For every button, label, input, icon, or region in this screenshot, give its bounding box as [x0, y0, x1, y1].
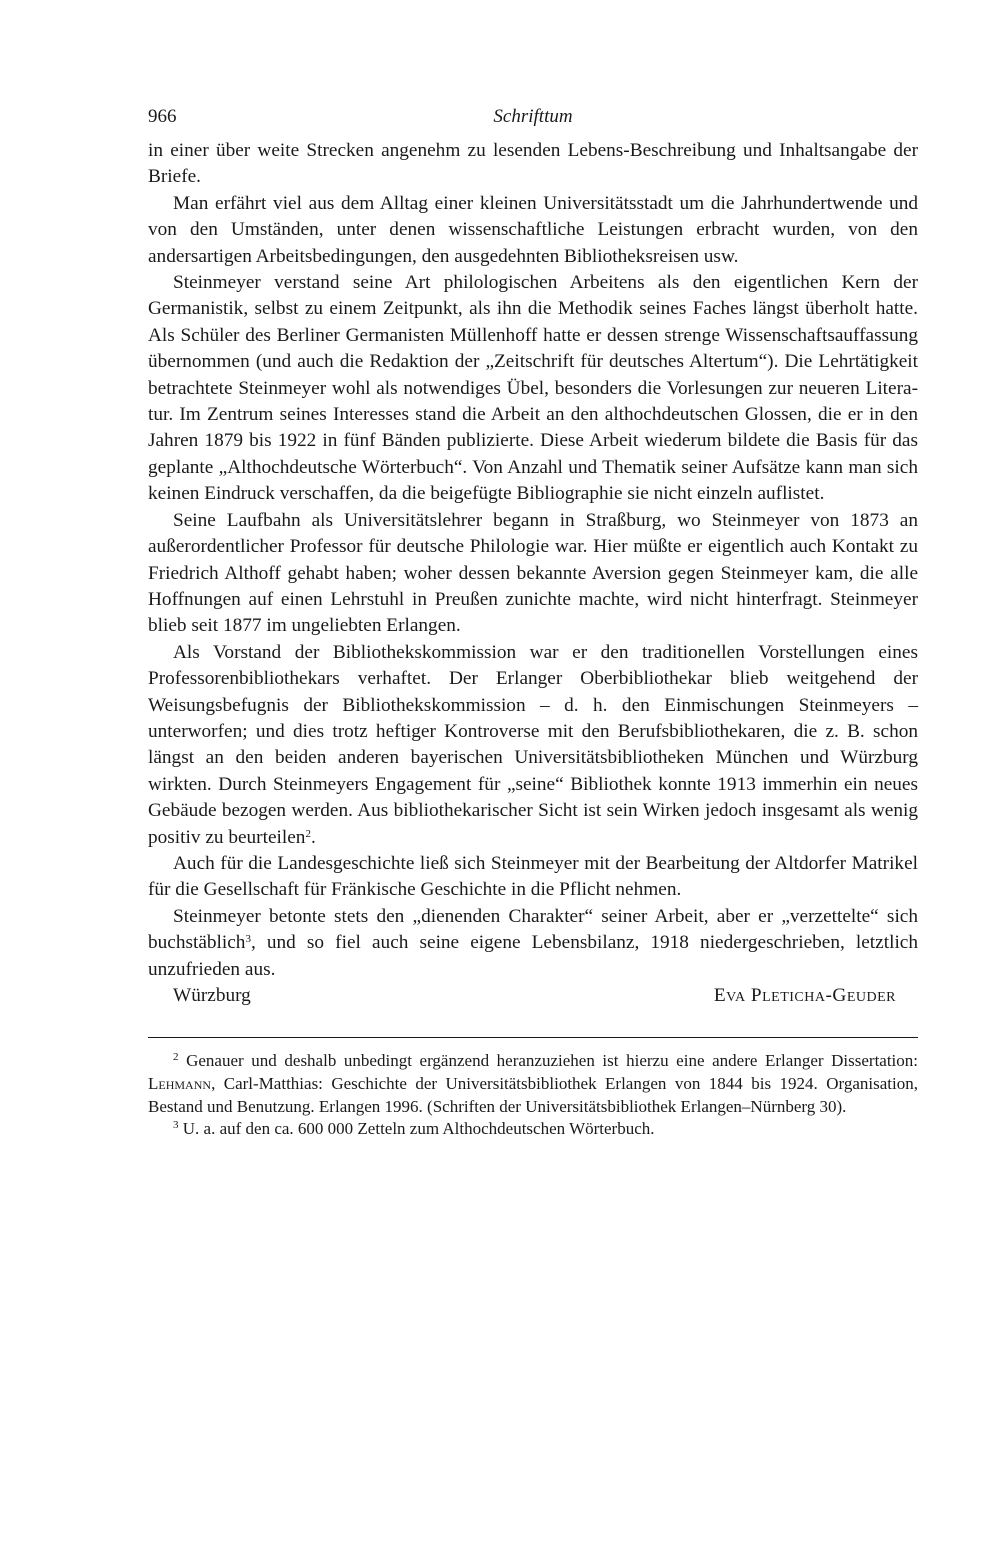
- footnote-text: U. a. auf den ca. 600 000 Zetteln zum Althochdeutschen Wörterbuch.: [182, 1119, 655, 1139]
- footnote-text: Genauer und deshalb unbedingt ergänzend heranzuziehen ist hierzu eine andere Erlanger Dissertation:: [186, 1051, 919, 1071]
- paragraph-text: ,: [250, 932, 267, 954]
- paragraph: Auch für die Landesgeschichte ließ sich Steinmeyer mit der Bearbeitung der Altdorfer Matrikel für die Gesellschaft für Fränkische Geschichte in die Pflicht nehmen.: [148, 852, 918, 901]
- signature-place: Würzburg: [173, 985, 251, 1006]
- footnote-divider: [148, 1037, 918, 1038]
- footnote-text: , Carl-Matthias: Geschichte der Universitätsbibliothek Erlangen von 1844 bis 1924. Organisation, Bestand und Benutzung. Erlangen 1996. (Schriften der Universitätsbibliothek Erlangen–Nürnberg 30).: [148, 1074, 918, 1116]
- page-number: 966: [148, 106, 177, 127]
- signature-author: Eva Pleticha-Geuder: [713, 985, 896, 1006]
- paragraph-text: Als Vorstand der Bibliothekskommission war er den traditionellen Vorstellungen eines Professorenbibliothekars verhaftet. Der Erlanger Oberbibliothekar blieb weitgehend der Weisungsbefugnis der Bibliothekskommission – d. h. den Einmischungen Steinmeyers – unterworfen; und dies trotz heftiger Kontroverse mit den Berufsbibliothekaren, die z. B. schon längst an den beiden anderen bayerischen Universitätsbibliotheken München und Würzburg wirkten. Durch Steinmeyers Engagement für „seine“ Bibliothek konnte 1913 immerhin ein neues Gebäude bezogen werden. Aus bibliothekarischer Sicht ist sein Wirken jedoch insgesamt als wenig positiv zu beurteilen: [148, 641, 918, 848]
- paragraph: [148, 904, 918, 983]
- paragraph-text: und so fiel auch seine eigene Lebensbilanz, 1918 niedergeschrieben, letztlich unzufrieden aus.: [148, 932, 918, 980]
- footnote-marker: 2: [173, 1051, 179, 1064]
- body-text: [148, 138, 918, 983]
- paragraph: Seine Laufbahn als Universitätslehrer begann in Straßburg, wo Steinmeyer von 1873 an außerordentlicher Professor für deutsche Philologie war. Hier müßte er eigentlich auch Kontakt zu Friedrich Althoff gehabt haben; woher dessen bekannte Aversion gegen Steinmeyer kam, die alle Hoffnungen auf einen Lehrstuhl in Preußen zunichte machte, wird nicht hinterfragt. Steinmeyer blieb seit 1877 im ungeliebten Erlangen.: [148, 509, 918, 637]
- footnote: [148, 1118, 918, 1141]
- footnote-reference[interactable]: 3: [245, 933, 251, 946]
- paragraph-text: Steinmeyer betonte stets den „dienenden Charakter“ seiner Arbeit, aber er „verzettelte“ sich buchstäblich: [148, 905, 918, 954]
- running-head: [148, 98, 918, 138]
- footnote-marker: 3: [173, 1119, 179, 1132]
- paragraph-text: .: [310, 826, 316, 848]
- footnote-author: Lehmann: [148, 1074, 212, 1093]
- paragraph: Man erfährt viel aus dem Alltag einer kleinen Universitätsstadt um die Jahrhundertwende und von den Umständen, unter denen wissenschaftliche Leistungen erbracht wurden, von den andersartigen Arbeitsbedingungen, den ausgedehnten Bibliotheksreisen usw.: [148, 192, 918, 267]
- paragraph: Steinmeyer verstand seine Art philologischen Arbeitens als den eigentlichen Kern der Germanistik, selbst zu einem Zeitpunkt, als ihn die Methodik seines Faches längst überholt hatte. Als Schüler des Berliner Germanisten Müllenhoff hatte er dessen strenge Wissenschaftsauffassung übernommen (und auch die Redaktion der „Zeitschrift für deutsches Altertum“). Die Lehrtätigkeit betrachtete Steinmeyer wohl als notwendiges Übel, besonders die Vorlesungen zur neueren Literatur. Im Zentrum seines Interesses stand die Arbeit an den althochdeutschen Glossen, die er in den Jahren 1879 bis 1922 in fünf Bänden publizierte. Diese Arbeit wiederum bildete die Basis für das geplante „Althochdeutsche Wörterbuch“. Von Anzahl und Thematik seiner Aufsätze kann man sich keinen Eindruck verschaffen, da die beigefügte Bibliographie sie nicht einzeln auflistet.: [148, 272, 918, 505]
- page: [148, 98, 918, 1141]
- footnote: [148, 1050, 918, 1118]
- signature: [148, 983, 918, 1009]
- footnote-reference[interactable]: 2: [305, 827, 311, 840]
- paragraph: [148, 640, 918, 851]
- paragraph: in einer über weite Strecken angenehm zu lesenden Lebens-Beschreibung und Inhaltsangabe der Briefe.: [148, 140, 918, 188]
- running-title: Schrifttum: [493, 106, 573, 127]
- footnotes: [148, 1050, 918, 1140]
